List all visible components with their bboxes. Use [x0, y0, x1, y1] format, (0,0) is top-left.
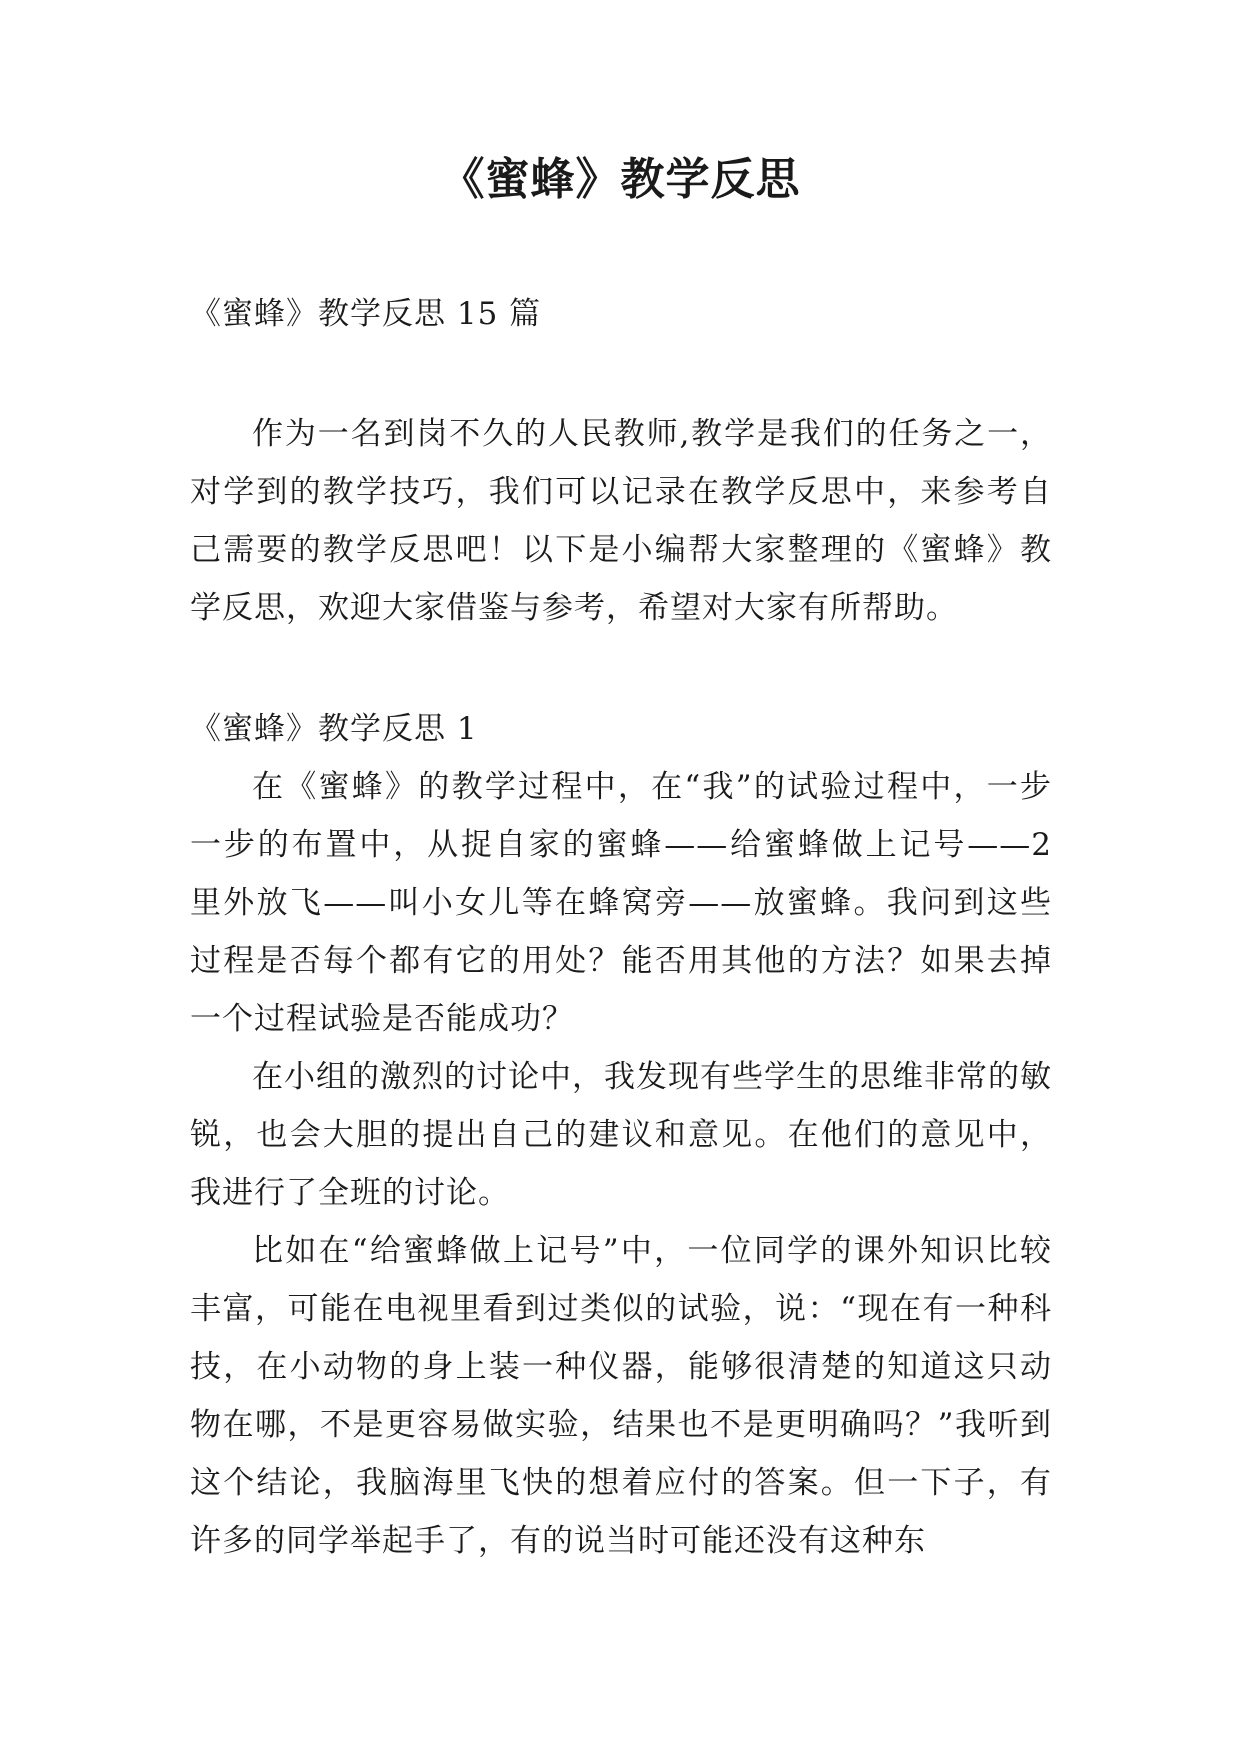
- intro-section: [190, 405, 1052, 637]
- section-1: [190, 700, 1052, 1570]
- section-1-paragraph-1: 在《蜜蜂》的教学过程中，在“我”的试验过程中，一步一步的布置中，从捉自家的蜜蜂——给蜜蜂做上记号——2 里外放飞——叫小女儿等在蜂窝旁——放蜜蜂。我问到这些过程是否每个都有它的用处？能否用其他的方法？如果去掉一个过程试验是否能成功？: [190, 769, 1052, 1037]
- intro-paragraph: 作为一名到岗不久的人民教师,教学是我们的任务之一，对学到的教学技巧，我们可以记录在教学反思中，来参考自己需要的教学反思吧！以下是小编帮大家整理的《蜜蜂》教学反思，欢迎大家借鉴与参考，希望对大家有所帮助。: [190, 416, 1052, 626]
- section-1-heading: 《蜜蜂》教学反思 1: [190, 711, 478, 747]
- document-subtitle: 《蜜蜂》教学反思 15 篇: [190, 296, 542, 332]
- section-1-paragraph-3: 比如在“给蜜蜂做上记号”中，一位同学的课外知识比较丰富，可能在电视里看到过类似的试验，说：“现在有一种科技，在小动物的身上装一种仪器，能够很清楚的知道这只动物在哪，不是更容易做实验，结果也不是更明确吗？”我听到这个结论，我脑海里飞快的想着应付的答案。但一下子，有许多的同学举起手了，有的说当时可能还没有这种东: [190, 1233, 1052, 1559]
- section-1-paragraph-2: 在小组的激烈的讨论中，我发现有些学生的思维非常的敏锐，也会大胆的提出自己的建议和意见。在他们的意见中，我进行了全班的讨论。: [190, 1059, 1052, 1211]
- document-title: 《蜜蜂》教学反思: [440, 154, 801, 205]
